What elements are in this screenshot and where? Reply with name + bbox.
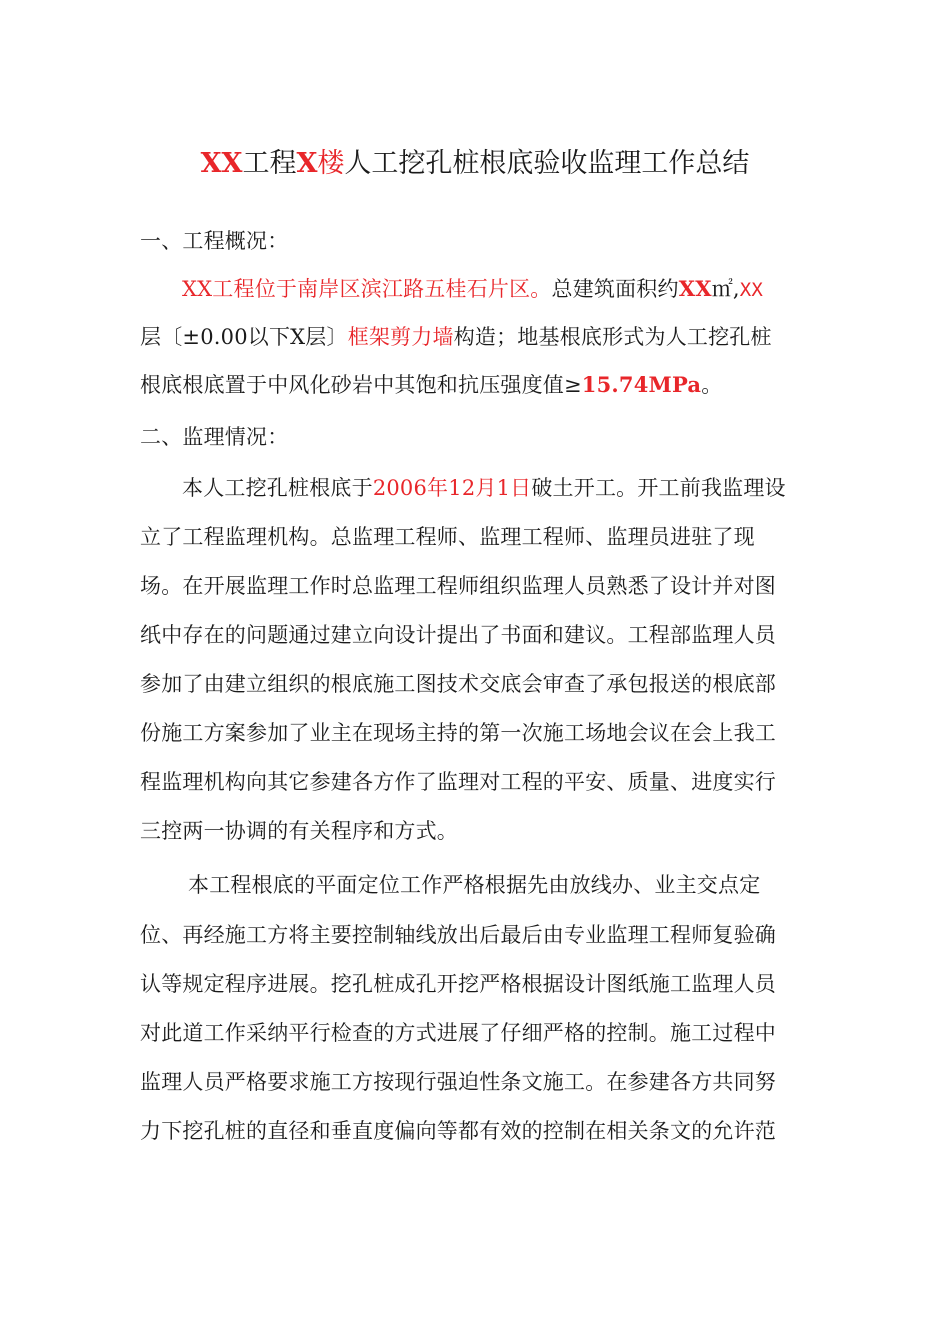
supervision-p2-line-3: 认等规定程序进展。挖孔桩成孔开挖严格根据设计图纸施工监理人员 <box>140 972 776 996</box>
foundation-type: 构造；地基根底形式为人工挖孔桩 <box>453 325 772 349</box>
document-title <box>0 144 950 184</box>
area-value: XX <box>678 276 712 301</box>
section-heading-overview: 一、工程概况： <box>140 229 289 253</box>
supervision-p1-line-5: 参加了由建立组织的根底施工图技术交底会审查了承包报送的根底部 <box>140 672 776 696</box>
area-unit: ㎡, <box>711 277 740 301</box>
supervision-p2-line-2: 位、再经施工方将主要控制轴线放出后最后由专业监理工程师复验确 <box>140 923 776 947</box>
start-date: 2006年12月1日 <box>372 476 532 500</box>
supervision-p1-line-6: 份施工方案参加了业主在现场主持的第一次施工场地会议在会上我工 <box>140 721 776 745</box>
supervision-p2-line-1: 本工程根底的平面定位工作严格根据先由放线办、业主交点定 <box>188 873 761 897</box>
floors-below: 层〔±0.00以下X层〕 <box>140 325 348 349</box>
supervision-p1-line-1 <box>182 473 786 503</box>
supervision-p1-line-7: 程监理机构向其它参建各方作了监理对工程的平安、质量、进度实行 <box>140 770 776 794</box>
supervision-p2-line-6: 力下挖孔桩的直径和垂直度偏向等都有效的控制在相关条文的允许范 <box>140 1119 776 1143</box>
overview-line-2 <box>140 322 772 352</box>
start-tail: 破土开工。开工前我监理设 <box>531 476 786 500</box>
bearing-stratum: 根底根底置于中风化砂岩中其饱和抗压强度值≥ <box>140 373 582 397</box>
title-project-code: XX <box>200 148 243 179</box>
strength-tail: 。 <box>701 373 723 397</box>
section-heading-supervision: 二、监理情况： <box>140 425 289 449</box>
title-subject: 人工挖孔桩根底验收监理工作总结 <box>344 148 750 179</box>
supervision-p2-line-4: 对此道工作采纳平行检查的方式进展了仔细严格的控制。施工过程中 <box>140 1021 776 1045</box>
title-project-word: 工程 <box>242 148 297 179</box>
supervision-p1-line-3: 场。在开展监理工作时总监理工程师组织监理人员熟悉了设计并对图 <box>140 574 776 598</box>
supervision-p1-line-8: 三控两一协调的有关程序和方式。 <box>140 819 458 843</box>
supervision-p1-line-2: 立了工程监理机构。总监理工程师、监理工程师、监理员进驻了现 <box>140 525 755 549</box>
overview-line-3 <box>140 370 722 400</box>
area-label: 总建筑面积约 <box>551 277 679 301</box>
supervision-p1-line-4: 纸中存在的问题通过建立向设计提出了书面和建议。工程部监理人员 <box>140 623 776 647</box>
project-location: XX工程位于南岸区滨江路五桂石片区。 <box>182 277 552 301</box>
start-label: 本人工挖孔桩根底于 <box>182 476 373 500</box>
title-building-code: X <box>296 148 318 179</box>
supervision-p2-line-5: 监理人员严格要求施工方按现行强迫性条文施工。在参建各方共同努 <box>140 1070 776 1094</box>
overview-line-1 <box>182 274 763 305</box>
floor-count: XX <box>739 279 764 301</box>
structure-type: 框架剪力墙 <box>347 325 454 349</box>
title-building-word: 楼 <box>317 148 345 179</box>
strength-value: 15.74MPa <box>581 372 702 397</box>
